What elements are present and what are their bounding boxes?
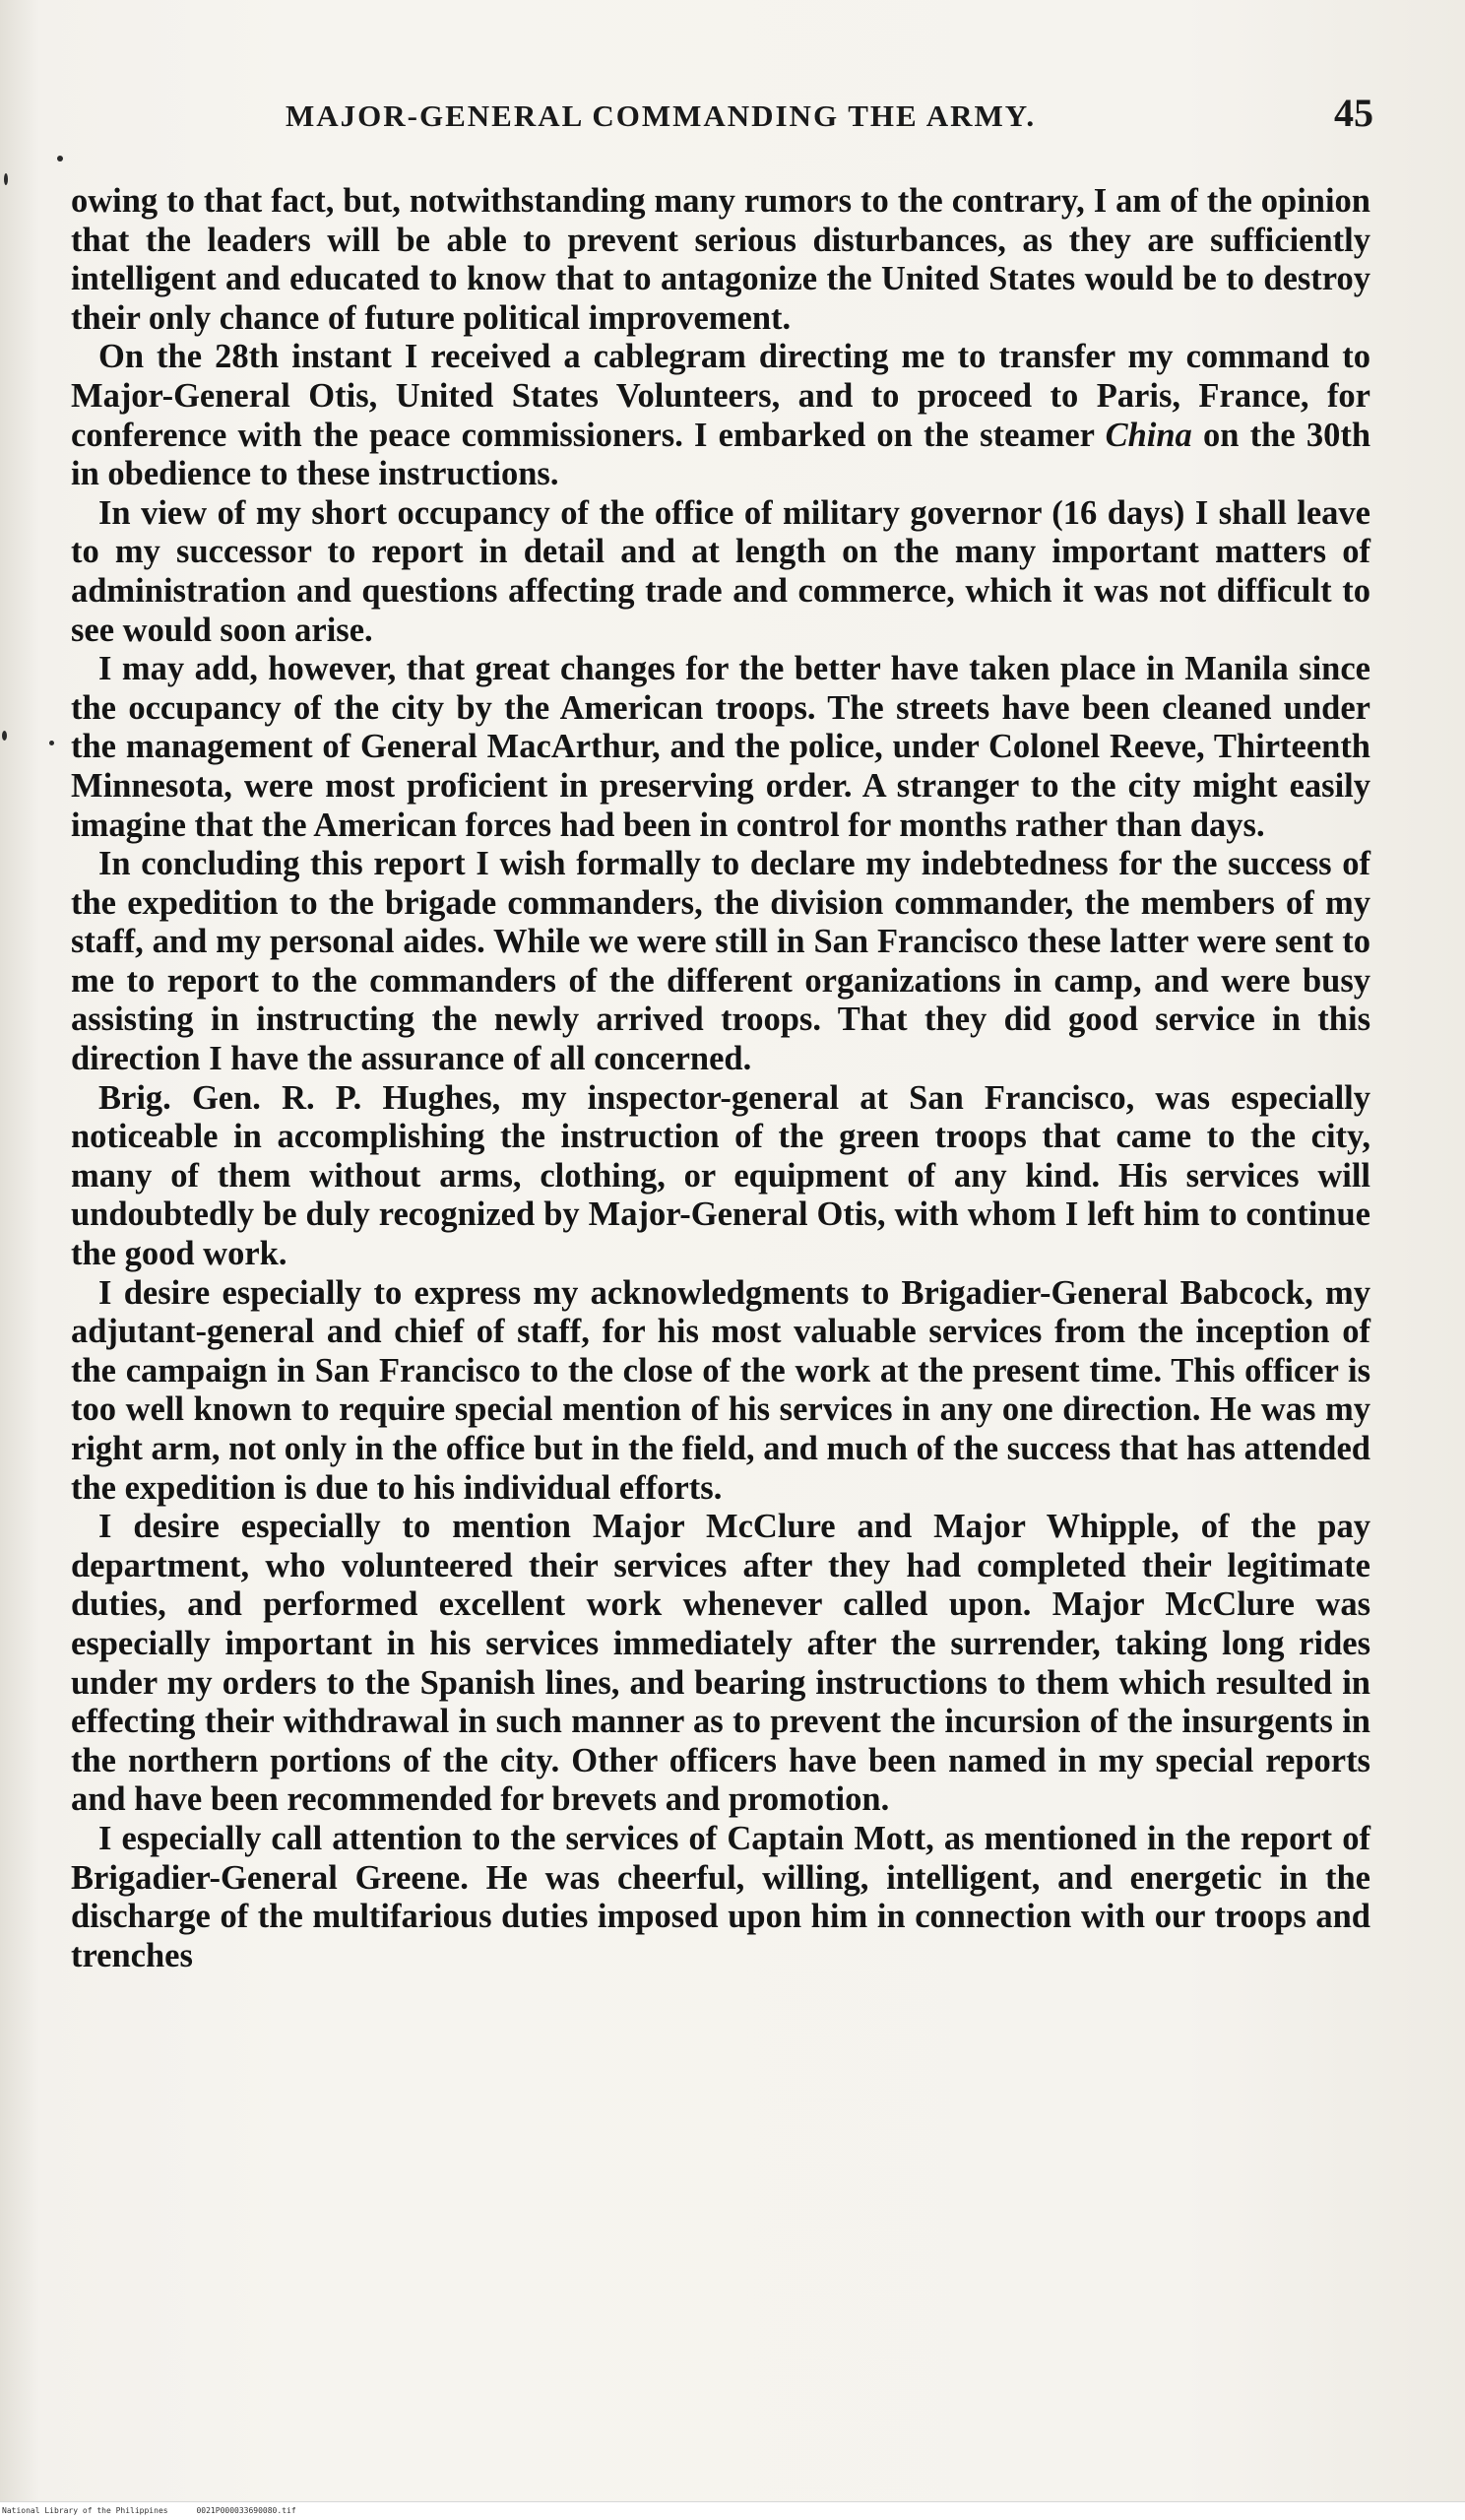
paragraph: In view of my short occupancy of the office of military governor (16 days) I shall leave to my successor to report in detail and at length on the many important matters of administration and questions affecting trade and commerce, which it was not difficult to see would soon arise. — [71, 493, 1370, 649]
footer-library: National Library of the Philippines — [2, 2506, 168, 2515]
paragraph — [71, 338, 1370, 493]
footer-file: 0021P000033690080.tif — [196, 2506, 296, 2515]
paragraph: In concluding this report I wish formally to declare my indebtedness for the success of the expedition to the brigade commanders, the division commander, the members of my staff, and my personal aides. While we were still in San Francisco these latter were sent to me to report to the commanders of the different organizations in camp, and were busy assisting in instructing the newly arrived troops. That they did good service in this direction I have the assurance of all concerned. — [71, 845, 1370, 1078]
paragraph: I desire especially to mention Major McClure and Major Whipple, of the pay department, who volunteered their services after they had completed their legitimate duties, and performed excellent work whenever called upon. Major McClure was especially important in his services immediately after the surrender, taking long rides under my orders to the Spanish lines, and bearing instructions to them which resulted in effecting their withdrawal in such manner as to prevent the incursion of the insurgents in the northern portions of the city. Other officers have been named in my special reports and have been recommended for brevets and promotion. — [71, 1508, 1370, 1819]
paragraph: Brig. Gen. R. P. Hughes, my inspector-general at San Francisco, was especially noticeable in accomplishing the instruction of the green troops that came to the city, many of them without arms, clothing, or equipment of any kind. His services will undoubtedly be duly recognized by Major-General Otis, with whom I left him to continue the good work. — [71, 1078, 1370, 1273]
scan-speck — [49, 741, 54, 745]
scan-speck — [2, 731, 7, 741]
running-header — [71, 91, 1373, 143]
body-text — [71, 182, 1370, 1975]
page-number: 45 — [1334, 91, 1373, 135]
paragraph: I may add, however, that great changes for the better have taken place in Manila since the occupancy of the city by the American troops. The streets have been cleaned under the management of General MacArthur, and the police, under Colonel Reeve, Thirteenth Minnesota, were most proficient in preserving order. A stranger to the city might easily imagine that the American forces had been in control for months rather than days. — [71, 650, 1370, 844]
ship-name: China — [1105, 416, 1192, 454]
paragraph: I especially call attention to the services of Captain Mott, as mentioned in the report of Brigadier-General Greene. He was cheerful, willing, intelligent, and energetic in the discharge of the multifarious duties imposed upon him in connection with our troops and trenches — [71, 1819, 1370, 1974]
running-title: MAJOR-GENERAL COMMANDING THE ARMY. — [286, 98, 1037, 133]
scan-speck — [57, 156, 63, 162]
page-content — [71, 91, 1373, 1975]
paragraph: I desire especially to express my acknowledgments to Brigadier-General Babcock, my adjutant-general and chief of staff, for his most valuable services from the inception of the campaign in San Francisco to the close of the work at the present time. This officer is too well known to require special mention of his services in any one direction. He was my right arm, not only in the office but in the field, and much of the success that has attended the expedition is due to his individual efforts. — [71, 1273, 1370, 1507]
paragraph-text: On the 28th instant I received a cablegram directing me to transfer my command to Major-General Otis, United States Volunteers, and to proceed to Paris, France, for conference with the peace commissioners. I embarked on the steamer — [71, 338, 1370, 454]
scan-footer — [0, 2501, 1465, 2520]
scan-speck — [4, 173, 8, 185]
footer-text — [2, 2506, 296, 2515]
paragraph: owing to that fact, but, notwithstanding many rumors to the contrary, I am of the opinion that the leaders will be able to prevent serious disturbances, as they are sufficiently intelligent and educated to know that to antagonize the United States would be to destroy their only chance of future political improvement. — [71, 182, 1370, 337]
paragraph-text: on the 30th in obedience to these instructions. — [71, 416, 1371, 493]
